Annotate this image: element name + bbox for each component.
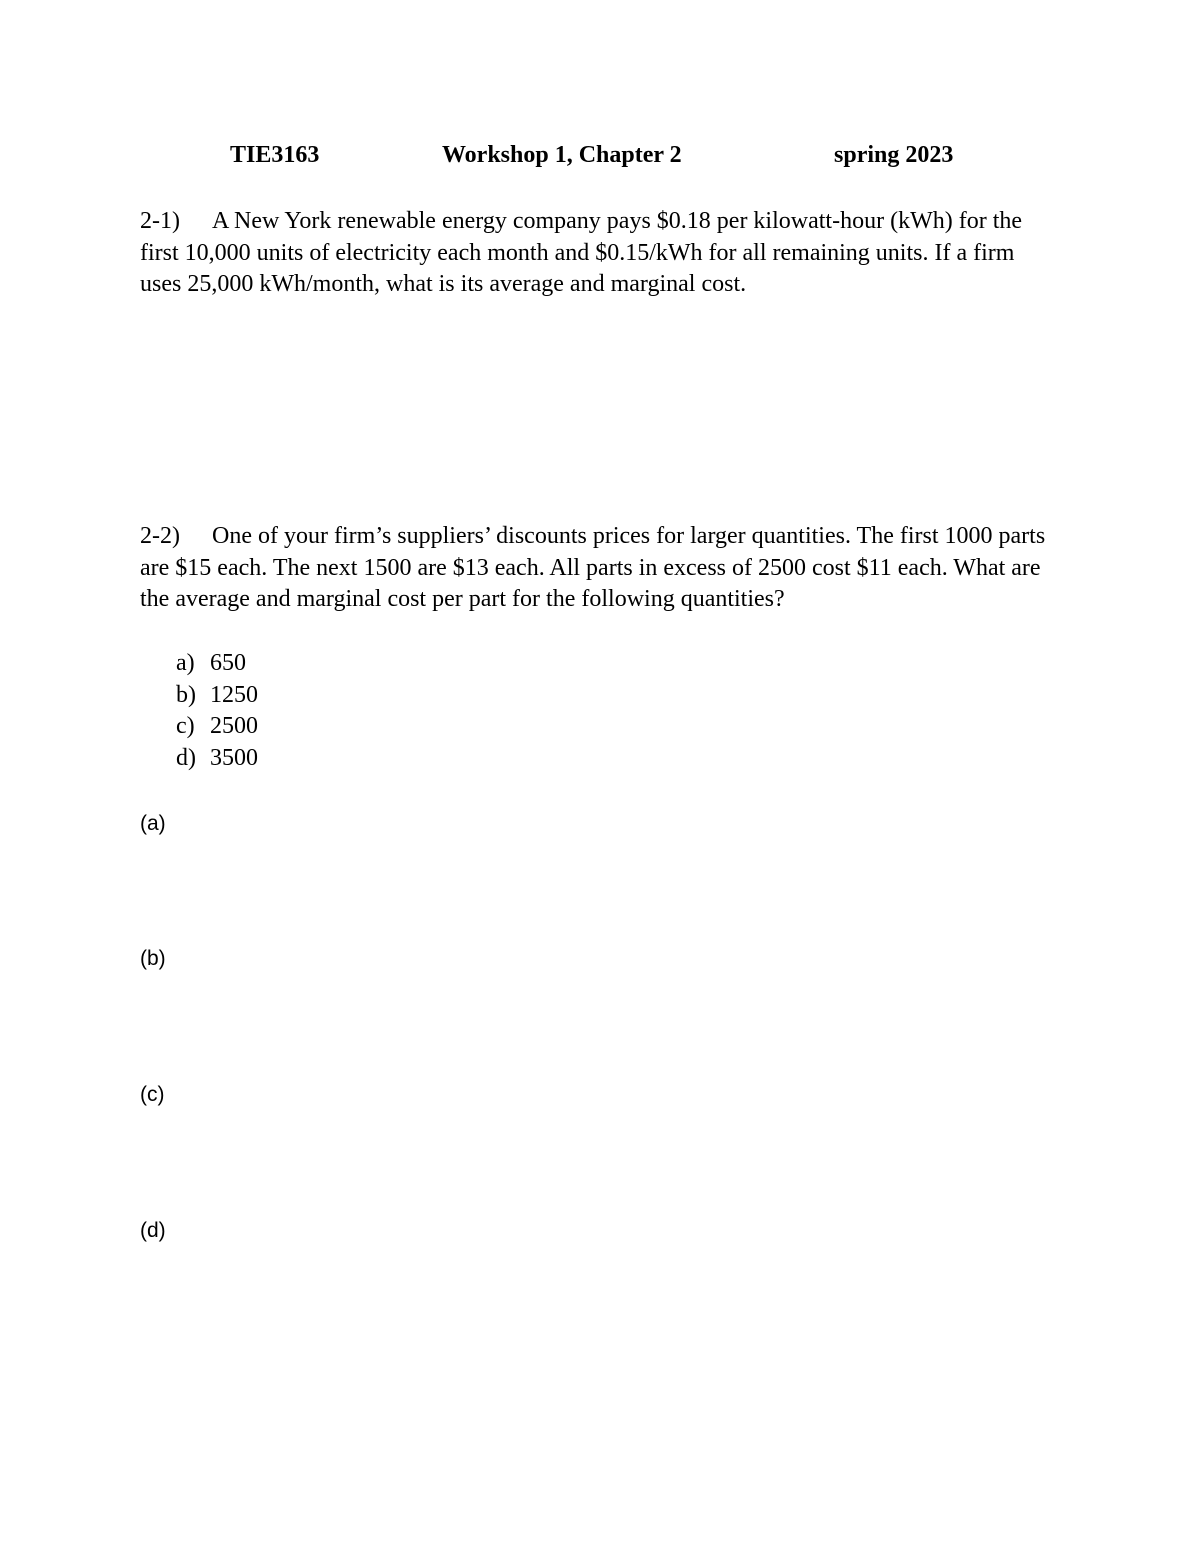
- answer-label-a: (a): [140, 812, 166, 835]
- part-letter: d): [176, 745, 196, 772]
- list-item: [176, 680, 258, 712]
- quantity-list: [176, 648, 258, 775]
- list-item: [176, 711, 258, 743]
- question-2-2: [140, 521, 1060, 616]
- part-letter: c): [176, 713, 195, 740]
- term-label: spring 2023: [834, 142, 954, 168]
- part-letter: b): [176, 681, 196, 708]
- list-item: [176, 743, 258, 775]
- answer-label-c: (c): [140, 1083, 165, 1106]
- course-code: TIE3163: [230, 142, 320, 168]
- question-text: A New York renewable energy company pays $0.18 per kilowatt-hour (kWh) for the first 10,000 units of electricity each month and $0.15/kWh for all remaining units. If a firm uses 25,000 kWh/month, what is its average and marginal cost.: [140, 208, 1023, 298]
- list-item: [176, 648, 258, 680]
- question-number: 2-2): [140, 523, 180, 549]
- workshop-title: Workshop 1, Chapter 2: [442, 142, 682, 168]
- part-value: 3500: [210, 745, 258, 772]
- part-letter: a): [176, 650, 195, 676]
- part-value: 1250: [210, 681, 258, 708]
- part-value: 650: [210, 650, 246, 676]
- page-header: [0, 142, 1200, 176]
- answer-label-b: (b): [140, 947, 166, 970]
- part-value: 2500: [210, 713, 258, 740]
- answer-label-d: (d): [140, 1219, 166, 1242]
- question-text: One of your firm’s suppliers’ discounts prices for larger quantities. The first 1000 parts are $15 each. The next 1500 are $13 each. All parts in excess of 2500 cost $11 each. What are the average and marginal cost per part for the following quantities?: [140, 523, 1046, 613]
- question-2-1: [140, 206, 1060, 301]
- question-number: 2-1): [140, 208, 180, 234]
